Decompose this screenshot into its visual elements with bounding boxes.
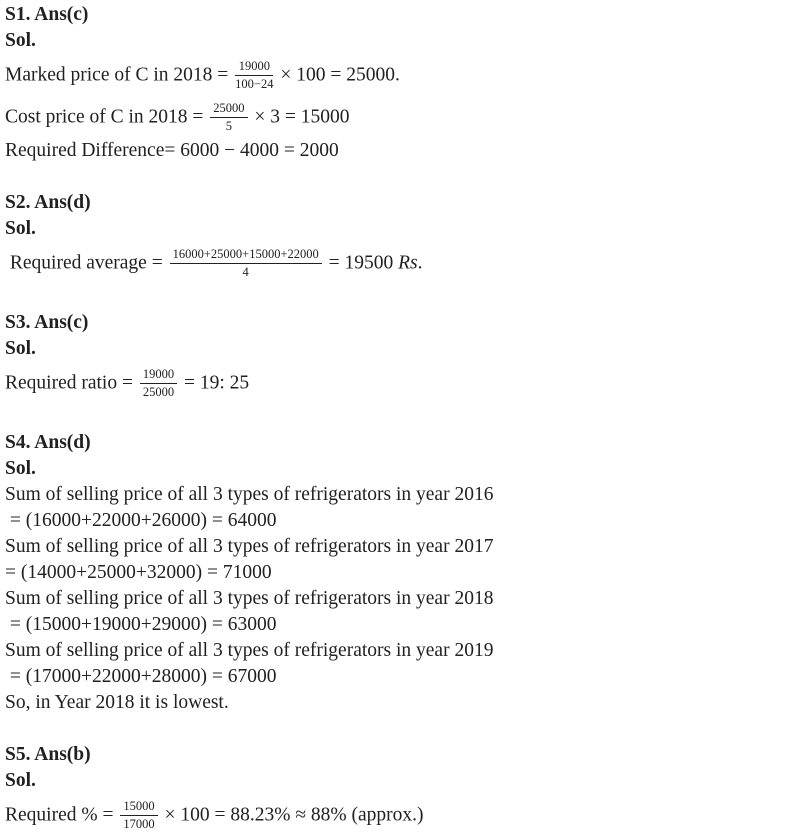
currency-text: Rs [398,252,418,274]
fraction-denominator: 25000 [142,385,175,399]
solution-section [5,430,804,716]
solution-section [5,190,804,284]
fraction-numerator: 16000+25000+15000+22000 [170,247,322,264]
formula-text: Required average = [5,252,168,274]
solution-section [5,742,804,836]
answer-heading: S1. Ans(c) [5,4,89,25]
formula-text: = 19500 [323,252,399,274]
solution-line: = (16000+22000+26000) = 64000 [5,510,277,531]
fraction [210,101,247,133]
fraction-denominator: 17000 [123,817,155,831]
fraction-numerator: 25000 [210,101,247,118]
solution-line: Sum of selling price of all 3 types of refrigerators in year 2018 [5,588,494,609]
formula-text: × 3 = 15000 [249,106,350,128]
fraction-numerator: 19000 [140,367,177,384]
sol-label: Sol. [5,458,36,479]
formula-text: Required ratio = [5,372,138,394]
formula-text: Marked price of C in 2018 = [5,64,234,86]
formula-text: × 100 = 88.23% ≈ 88% (approx.) [159,804,424,826]
answer-heading: S5. Ans(b) [5,744,91,765]
solution-line: So, in Year 2018 it is lowest. [5,692,229,713]
fraction-denominator: 100−24 [235,77,274,91]
formula-text: = 19: 25 [179,372,250,394]
solution-line [5,794,804,836]
fraction [120,799,157,831]
answer-heading: S2. Ans(d) [5,192,91,213]
solution-section [5,310,804,404]
solution-line [5,54,804,96]
solution-line [5,242,804,284]
solution-line: Sum of selling price of all 3 types of refrigerators in year 2017 [5,536,494,557]
solution-line: = (15000+19000+29000) = 63000 [5,614,277,635]
answer-heading: S4. Ans(d) [5,432,91,453]
solution-line [5,96,804,138]
fraction [235,59,273,91]
solution-line: = (14000+25000+32000) = 71000 [5,562,272,583]
sol-label: Sol. [5,338,36,359]
solution-section [5,2,804,164]
fraction-denominator: 4 [242,265,249,279]
formula-text: Required % = [5,804,119,826]
formula-text: . [417,252,423,274]
solution-line: = (17000+22000+28000) = 67000 [5,666,277,687]
sol-label: Sol. [5,30,36,51]
sol-label: Sol. [5,218,36,239]
solution-line [5,362,804,404]
solution-line: Sum of selling price of all 3 types of refrigerators in year 2019 [5,640,494,661]
fraction-numerator: 15000 [120,799,157,816]
fraction-numerator: 19000 [235,59,273,76]
fraction [170,247,322,279]
formula-text: × 100 = 25000. [275,64,400,86]
answer-heading: S3. Ans(c) [5,312,89,333]
formula-text: Cost price of C in 2018 = [5,106,209,128]
solution-line: Required Difference= 6000 − 4000 = 2000 [5,140,339,161]
fraction [140,367,177,399]
fraction-denominator: 5 [225,119,233,133]
solution-line: Sum of selling price of all 3 types of refrigerators in year 2016 [5,484,494,505]
sol-label: Sol. [5,770,36,791]
